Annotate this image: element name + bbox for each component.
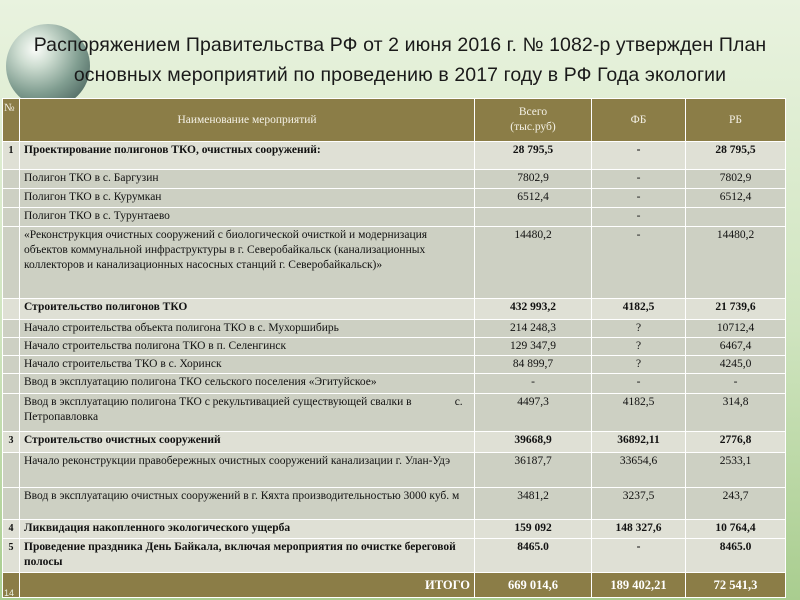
total-total: 669 014,6 — [475, 573, 592, 598]
row-num: 1 — [3, 142, 20, 170]
page-number: 14 — [4, 588, 15, 598]
table-row — [3, 356, 786, 374]
row-fb: 3237,5 — [592, 488, 686, 520]
row-rb: 2776,8 — [686, 432, 786, 453]
table-row — [3, 142, 786, 170]
row-total: 6512,4 — [475, 189, 592, 208]
row-fb: - — [592, 170, 686, 189]
row-name: Строительство полигонов ТКО — [20, 299, 475, 320]
table-row — [3, 453, 786, 488]
total-rb: 72 541,3 — [686, 573, 786, 598]
row-num: 3 — [3, 432, 20, 453]
row-num — [3, 299, 20, 320]
table-row — [3, 374, 786, 394]
row-rb: 243,7 — [686, 488, 786, 520]
row-rb: 21 739,6 — [686, 299, 786, 320]
row-name: Ввод в эксплуатацию полигона ТКО сельского поселения «Эгитуйское» — [20, 374, 475, 394]
row-num: 5 — [3, 539, 20, 573]
title-line-1: Распоряжением Правительства РФ от 2 июня 2016 г. № 1082-р утвержден План — [33, 34, 767, 56]
row-name: Начало строительства полигона ТКО в п. Селенгинск — [20, 338, 475, 356]
table-row — [3, 338, 786, 356]
row-name: Полигон ТКО в с. Баргузин — [20, 170, 475, 189]
row-num — [3, 189, 20, 208]
row-name: Строительство очистных сооружений — [20, 432, 475, 453]
row-fb: - — [592, 208, 686, 227]
header-name: Наименование мероприятий — [20, 99, 475, 142]
row-fb: - — [592, 374, 686, 394]
table-row — [3, 539, 786, 573]
row-rb: 7802,9 — [686, 170, 786, 189]
events-table — [2, 98, 786, 598]
row-fb: ? — [592, 356, 686, 374]
row-name: Проведение праздника День Байкала, включая мероприятия по очистке береговой полосы — [20, 539, 475, 573]
row-name: Ввод в эксплуатацию полигона ТКО с рекультивацией существующей свалки в с. Петропавловка — [20, 394, 475, 432]
row-num — [3, 374, 20, 394]
page-title — [0, 30, 800, 90]
row-total: 39668,9 — [475, 432, 592, 453]
row-fb: - — [592, 227, 686, 299]
row-fb: - — [592, 189, 686, 208]
row-name: Начало реконструкции правобережных очистных сооружений канализации г. Улан-Удэ — [20, 453, 475, 488]
row-rb: 4245,0 — [686, 356, 786, 374]
row-total: 36187,7 — [475, 453, 592, 488]
row-num — [3, 394, 20, 432]
table-row — [3, 320, 786, 338]
table-row — [3, 488, 786, 520]
row-rb: 10712,4 — [686, 320, 786, 338]
table-row — [3, 227, 786, 299]
total-row — [3, 573, 786, 598]
table-row — [3, 394, 786, 432]
row-rb: 8465.0 — [686, 539, 786, 573]
row-num — [3, 208, 20, 227]
row-num — [3, 170, 20, 189]
row-fb: 148 327,6 — [592, 520, 686, 539]
row-name: Начало строительства ТКО в с. Хоринск — [20, 356, 475, 374]
row-name: Начало строительства объекта полигона ТКО в с. Мухоршибирь — [20, 320, 475, 338]
header-rb: РБ — [686, 99, 786, 142]
table-row — [3, 299, 786, 320]
header-total-line1: Всего — [518, 106, 548, 118]
row-total: 129 347,9 — [475, 338, 592, 356]
row-rb: 6512,4 — [686, 189, 786, 208]
table-row — [3, 520, 786, 539]
row-name: Полигон ТКО в с. Курумкан — [20, 189, 475, 208]
row-total: 28 795,5 — [475, 142, 592, 170]
total-fb: 189 402,21 — [592, 573, 686, 598]
row-num — [3, 356, 20, 374]
row-total: 432 993,2 — [475, 299, 592, 320]
row-total: 214 248,3 — [475, 320, 592, 338]
row-fb: 33654,6 — [592, 453, 686, 488]
row-num — [3, 338, 20, 356]
row-fb: 4182,5 — [592, 299, 686, 320]
row-total: 84 899,7 — [475, 356, 592, 374]
row-fb: ? — [592, 338, 686, 356]
row-num — [3, 488, 20, 520]
table-row — [3, 432, 786, 453]
row-total: 14480,2 — [475, 227, 592, 299]
row-fb: 4182,5 — [592, 394, 686, 432]
row-fb: ? — [592, 320, 686, 338]
row-rb — [686, 208, 786, 227]
row-fb: 36892,11 — [592, 432, 686, 453]
row-total: 159 092 — [475, 520, 592, 539]
total-label: ИТОГО — [20, 573, 475, 598]
table-header-row — [3, 99, 786, 142]
row-num — [3, 320, 20, 338]
row-num — [3, 227, 20, 299]
row-fb: - — [592, 539, 686, 573]
row-name: Полигон ТКО в с. Турунтаево — [20, 208, 475, 227]
row-rb: 10 764,4 — [686, 520, 786, 539]
header-total — [475, 99, 592, 142]
row-rb: 2533,1 — [686, 453, 786, 488]
row-total: 4497,3 — [475, 394, 592, 432]
row-rb: 14480,2 — [686, 227, 786, 299]
table-row — [3, 208, 786, 227]
header-num: № — [3, 99, 20, 142]
row-total — [475, 208, 592, 227]
table-row — [3, 189, 786, 208]
row-num: 4 — [3, 520, 20, 539]
table-row — [3, 170, 786, 189]
header-total-line2: (тыс.руб) — [510, 121, 556, 133]
row-name: Ввод в эксплуатацию очистных сооружений в г. Кяхта производительностью 3000 куб. м — [20, 488, 475, 520]
row-fb: - — [592, 142, 686, 170]
title-line-2: основных мероприятий по проведению в 2017 году в РФ Года экологии — [73, 64, 727, 86]
row-name: Проектирование полигонов ТКО, очистных сооружений: — [20, 142, 475, 170]
row-name: Ликвидация накопленного экологического ущерба — [20, 520, 475, 539]
row-rb: 6467,4 — [686, 338, 786, 356]
row-rb: 28 795,5 — [686, 142, 786, 170]
row-rb: - — [686, 374, 786, 394]
row-rb: 314,8 — [686, 394, 786, 432]
row-total: 8465.0 — [475, 539, 592, 573]
row-total: - — [475, 374, 592, 394]
row-total: 3481,2 — [475, 488, 592, 520]
header-fb: ФБ — [592, 99, 686, 142]
row-total: 7802,9 — [475, 170, 592, 189]
row-num — [3, 453, 20, 488]
row-name: «Реконструкция очистных сооружений с биологической очисткой и модернизация объектов коммунальной инфраструктуры в г. Северобайкальск (канализационных коллекторов и канализационных насосных станций г. Северобайкальск)» — [20, 227, 475, 299]
